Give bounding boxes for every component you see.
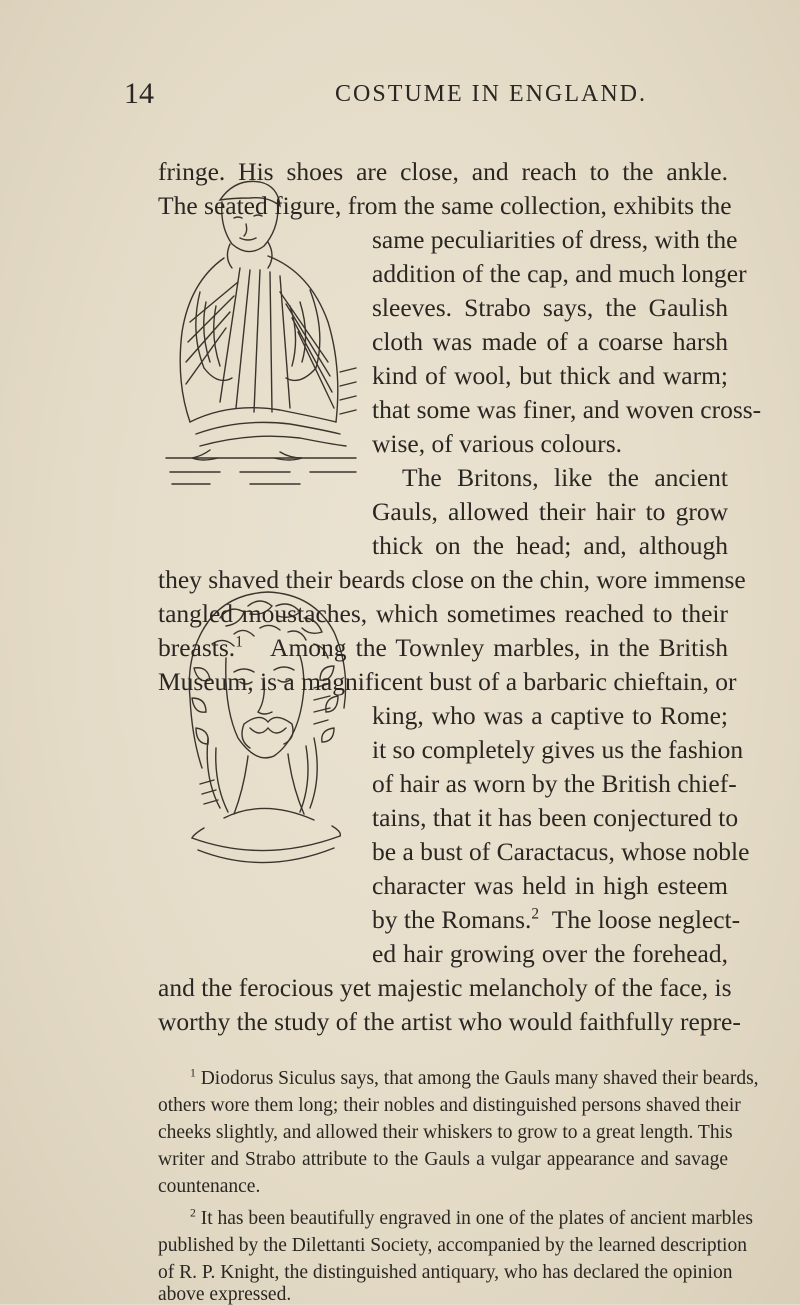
footnote-line: countenance.	[158, 1176, 261, 1197]
page-header	[0, 74, 800, 114]
body-line: ed hair growing over the forehead,	[372, 939, 728, 968]
footnote-mark-1: 1	[190, 1066, 196, 1080]
body-line: same peculiarities of dress, with the	[372, 225, 738, 254]
body-line: The seated figure, from the same collection, exhibits the	[158, 191, 732, 220]
page-number: 14	[124, 77, 154, 110]
body-line: kind of wool, but thick and warm;	[372, 361, 728, 390]
footnote-line: writer and Strabo attribute to the Gauls a vulgar appearance and savage	[158, 1149, 728, 1170]
body-line: and the ferocious yet majestic melancholy of the face, is	[158, 973, 732, 1002]
body-line: addition of the cap, and much longer	[372, 259, 747, 288]
body-line: it so completely gives us the fashion	[372, 735, 744, 764]
footnote-line: cheeks slightly, and allowed their whiskers to grow to a great length. This	[158, 1122, 733, 1143]
body-line: tangled moustaches, which sometimes reached to their	[158, 599, 728, 628]
body-line: be a bust of Caractacus, whose noble	[372, 837, 750, 866]
footnote-line: above expressed.	[158, 1284, 292, 1305]
body-line: worthy the study of the artist who would faithfully repre-	[158, 1007, 741, 1036]
footnote-line: of R. P. Knight, the distinguished antiquary, who has declared the opinion	[158, 1262, 733, 1283]
body-line: character was held in high esteem	[372, 871, 728, 900]
body-line: tains, that it has been conjectured to	[372, 803, 739, 832]
body-line: The Britons, like the ancient	[402, 463, 728, 492]
footnote-line: published by the Dilettanti Society, accompanied by the learned description	[158, 1235, 747, 1256]
footnote-line: $^2$ It has been beautifully engraved in one of the plates of ancient marbles	[190, 1206, 754, 1229]
footnote-ref-1: 1	[235, 633, 243, 651]
footnote-mark-2: 2	[190, 1206, 196, 1220]
body-line: sleeves. Strabo says, the Gaulish	[372, 293, 728, 322]
body-line: by the Romans.$^2$ The loose neglect-	[372, 905, 741, 934]
footnote-line: $^1$ Diodorus Siculus says, that among the Gauls many shaved their beards,	[190, 1066, 759, 1089]
body-line: Gauls, allowed their hair to grow	[372, 497, 728, 526]
footnote-line: others wore them long; their nobles and distinguished persons shaved their	[158, 1095, 741, 1116]
body-line: thick on the head; and, although	[372, 531, 728, 560]
body-line: fringe. His shoes are close, and reach to the ankle.	[158, 157, 728, 186]
body-line: cloth was made of a coarse harsh	[372, 327, 728, 356]
body-line: they shaved their beards close on the chin, wore immense	[158, 565, 746, 594]
body-line: king, who was a captive to Rome;	[372, 701, 728, 730]
body-line: Museum, is a magnificent bust of a barbaric chieftain, or	[158, 667, 737, 696]
body-line: breasts.$^1$ Among the Townley marbles, in the British	[158, 633, 728, 662]
footnote-ref-2: 2	[531, 905, 540, 923]
running-head: COSTUME IN ENGLAND.	[335, 81, 647, 107]
body-line: that some was finer, and woven cross-	[372, 395, 762, 424]
body-line: of hair as worn by the British chief-	[372, 769, 737, 798]
body-line: wise, of various colours.	[372, 429, 622, 458]
